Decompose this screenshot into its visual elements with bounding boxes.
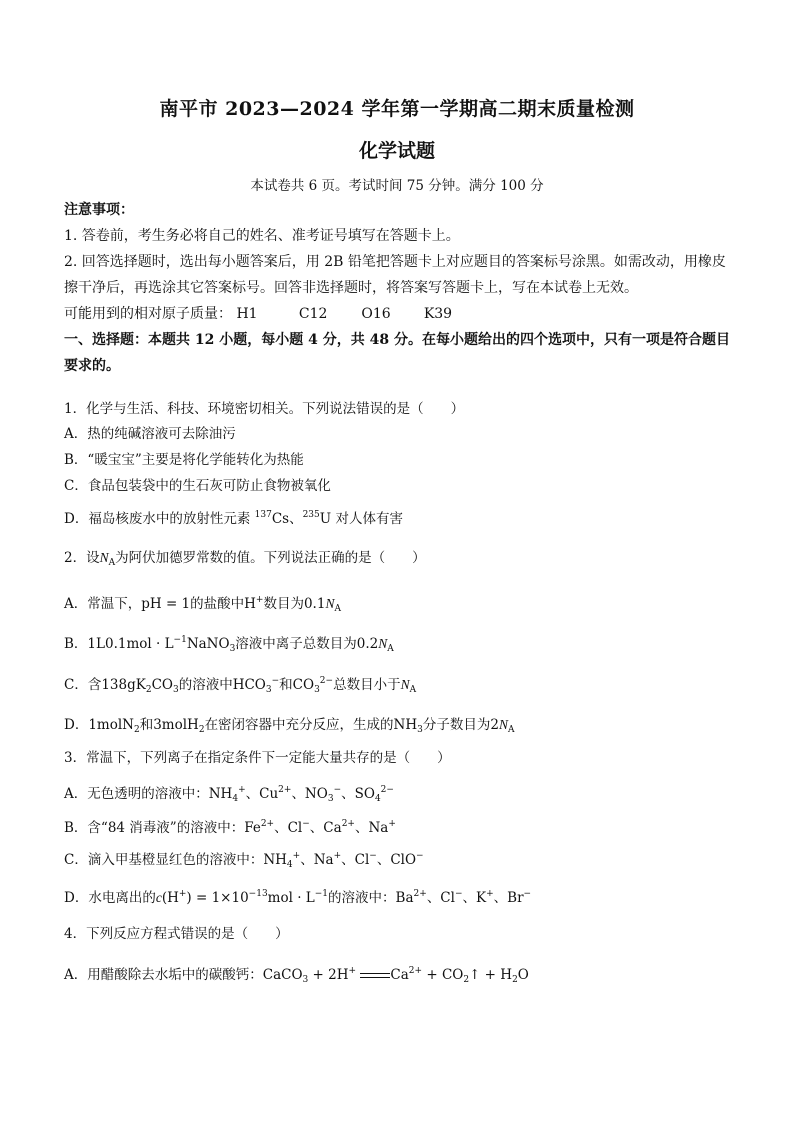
q3-option-a: A．无色透明的溶液中：$NH_4^+$、$Cu^{2+}$、$NO_3^-$、$SO_4^{2-}$ — [64, 785, 394, 804]
note-item-1: 1. 答卷前，考生务必将自己的姓名、准考证号填写在答题卡上。 — [64, 228, 460, 244]
q3-option-b: B．含“84 消毒液”的溶液中：$Fe^{2+}$、Cl−、$Ca^{2+}$、Na+ — [64, 819, 396, 836]
q2-option-d: D．1molN$_2$和3molH$_2$在密闭容器中充分反应，生成的$NH_3$分子数目为$2N_A$ — [64, 717, 515, 735]
q2-option-c: C．含$138gK_2CO_3$的溶液中$HCO_3^-$和$CO_3^{2-}$总数目小于$N_A$ — [64, 676, 417, 695]
exam-title: 南平市 2023—2024 学年第一学期高二期末质量检测 — [159, 98, 635, 120]
q3-stem: 3．常温下，下列离子在指定条件下一定能大量共存的是（ ） — [64, 750, 451, 766]
q1-stem: 1．化学与生活、科技、环境密切相关。下列说法错误的是（ ） — [64, 401, 465, 417]
q4-option-a: A．用醋酸除去水垢中的碳酸钙：CaCO$_3$ + 2H+ $Ca^{2+}$ + $CO_2↑ + H_2O$ — [64, 966, 529, 985]
note-item-2: 2. 回答选择题时，选出每小题答案后，用 2B 铅笔把答题卡上对应题目的答案标号涂黑。如需改动，用橡皮擦干净后，再选涂其它答案标号。回答非选择题时，将答案写答题卡上，写在本试卷上无效。 — [64, 254, 726, 296]
equation-equals-sign — [360, 972, 390, 980]
atomic-mass-c: C12 — [298, 306, 328, 322]
atomic-mass-o: O16 — [361, 306, 391, 322]
q2-option-b: B．$1L0.1mol \cdot L^{-1}NaNO_3$溶液中离子总数目为$0.2N_A$ — [64, 635, 394, 654]
notes-heading: 注意事项： — [64, 202, 134, 218]
q2-option-a: A．常温下，pH = 1的盐酸中H+数目为$0.1N_A$ — [64, 595, 341, 614]
q1-option-b: B．“暖宝宝”主要是将化学能转化为热能 — [64, 452, 304, 468]
q3-option-d: D．水电离出的$c(H^+) = 1\times 10^{-13}mol \cdot L^{-1}$的溶液中：$Ba^{2+}$、Cl−、K+、Br− — [64, 889, 532, 906]
q4-stem: 4．下列反应方程式错误的是（ ） — [64, 926, 289, 942]
notes-section — [64, 197, 730, 379]
atomic-mass-k: K39 — [423, 306, 453, 322]
atomic-mass-h: H1 — [236, 306, 258, 322]
q2-stem: 2．设$N_A$为阿伏加德罗常数的值。下列说法正确的是（ ） — [64, 550, 426, 568]
atomic-mass-line — [64, 301, 730, 327]
exam-subject: 化学试题 — [358, 140, 435, 162]
q1-option-c: C．食品包装袋中的生石灰可防止食物被氧化 — [64, 478, 331, 494]
q3-option-c: C．滴入甲基橙显红色的溶液中：$NH_4^+$、Na+、Cl−、ClO− — [64, 851, 424, 870]
section1-heading: 一、选择题：本题共 12 小题，每小题 4 分，共 48 分。在每小题给出的四个选项中，只有一项是符合题目要求的。 — [64, 332, 730, 374]
q1-option-a: A．热的纯碱溶液可去除油污 — [64, 426, 236, 442]
exam-info: 本试卷共 6 页。考试时间 75 分钟。满分 100 分 — [250, 178, 544, 194]
atomic-mass-label: 可能用到的相对原子质量： — [64, 306, 232, 322]
q1-option-d: D．福岛核废水中的放射性元素 $^{137}$Cs、$^{235}$U 对人体有害 — [64, 510, 403, 527]
